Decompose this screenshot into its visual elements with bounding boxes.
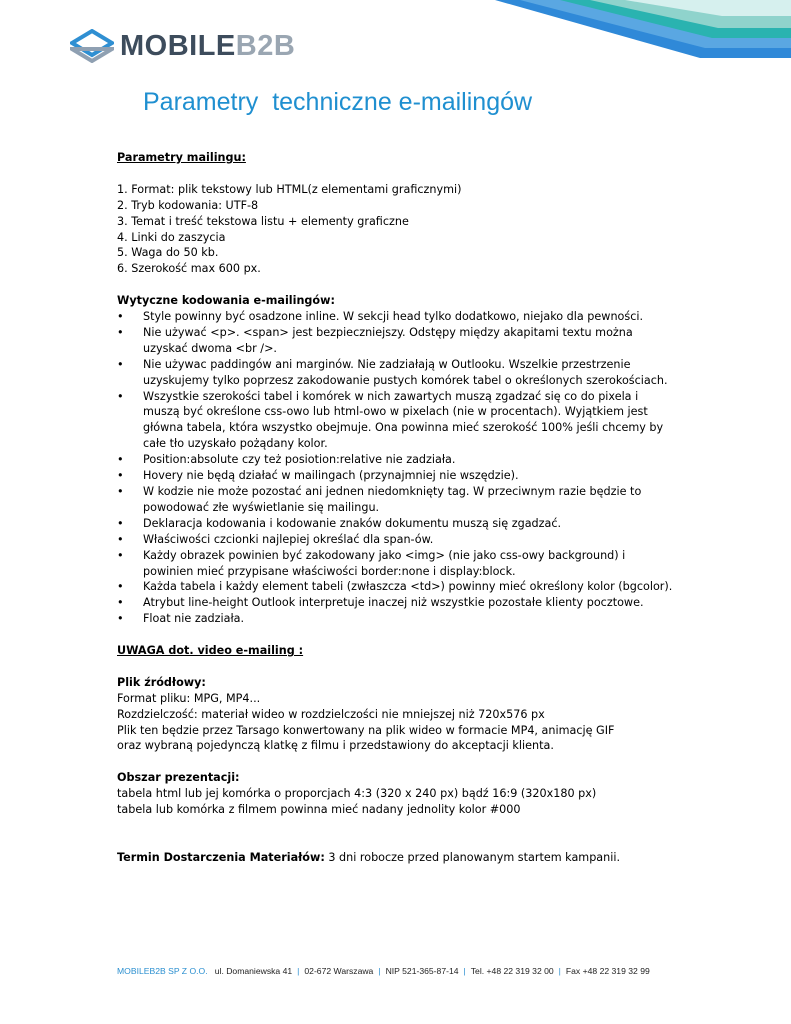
section-heading-video: UWAGA dot. video e-mailing : — [117, 644, 304, 658]
section-heading-wytyczne: Wytyczne kodowania e-mailingów: — [117, 294, 335, 308]
bullet-item: • Hovery nie będą działać w mailingach (przynajmniej nie wszędzie). — [117, 469, 519, 483]
bullet-item: • Style powinny być osadzone inline. W sekcji head tylko dodatkowo, niejako dla pewności. — [117, 310, 644, 324]
list-item: 4. Linki do zaszycia — [117, 230, 226, 244]
bullet-item: • Każda tabela i każdy element tabeli (zwłaszcza <td>) powinny mieć określony kolor (bgcolor). — [117, 580, 673, 594]
text-line: tabela html lub jej komórka o proporcjach 4:3 (320 x 240 px) bądź 16:9 (320x180 px) — [117, 787, 597, 801]
section-heading-parametry: Parametry mailingu: — [117, 151, 246, 164]
bullet-item: • Właściwości czcionki najlepiej określać dla span-ów. — [117, 532, 434, 546]
bullet-item: • Nie używać <p>. <span> jest bezpieczniejszy. Odstępy między akapitami textu można uzyskać dwoma <br />. — [117, 325, 633, 355]
bullet-item: • Atrybut line-height Outlook interpretuje inaczej niż wszystkie pozostałe klienty pocztowe. — [117, 596, 644, 610]
footer-company: MOBILEB2B SP Z O.O. — [117, 966, 208, 976]
bullet-item: • W kodzie nie może pozostać ani jednen niedomknięty tag. W przeciwnym razie będzie to powodować złe wyświetlanie się mailingu. — [117, 485, 642, 514]
page-footer: MOBILEB2B SP Z O.O. ul. Domaniewska 41 | 02-672 Warszawa | NIP 521-365-87-14 | Tel. +48 22 319 32 00 | Fax +48 22 319 32 99 — [117, 966, 650, 976]
logo-icon — [70, 29, 114, 63]
bullet-item: • Wszystkie szerokości tabel i komórek w nich zawartych muszą zgadzać się co do pixela i muszą być określone css-owo lub html-owo w pixelach (nie w procentach). Wyjątkiem jest główna tabela, która wszystko obejmuje. Ona powinna mieć szerokość 100% jeśli chcemy by całe tło uzyskało pożądany kolor. — [117, 389, 664, 451]
deadline-text: 3 dni robocze przed planowanym startem kampanii. — [324, 850, 621, 864]
logo-main: MOBILE — [120, 30, 236, 62]
bullet-item: • Nie używac paddingów ani marginów. Nie zadziałają w Outlooku. Wszelkie przestrzenie uzyskujemy tylko poprzesz zakodowanie pustych komórek tabel o określonych szerokościach. — [117, 357, 668, 387]
bullet-item: • Position:absolute czy też posiotion:relative nie zadziała. — [117, 453, 456, 467]
text-line: Format pliku: MPG, MP4... — [117, 691, 261, 705]
text-line: Plik ten będzie przez Tarsago konwertowany na plik wideo w formacie MP4, animację GIF — [117, 723, 615, 737]
list-item: 6. Szerokość max 600 px. — [117, 262, 261, 276]
bullet-item: • Każdy obrazek powinien być zakodowany jako <img> (nie jako css-owy background) i powinien mieć przypisane właściwości border:none i display:block. — [117, 548, 626, 578]
list-item: 3. Temat i treść tekstowa listu + elementy graficzne — [117, 214, 409, 228]
logo-wordmark — [120, 28, 295, 64]
text-line: oraz wybraną pojedynczą klatkę z filmu i przedstawiony do akceptacji klienta. — [117, 739, 554, 753]
logo-accent: B2B — [235, 30, 296, 62]
bullet-item: • Float nie zadziała. — [117, 612, 245, 626]
footer-address: ul. Domaniewska 41 — [214, 966, 293, 976]
footer-tel: Tel. +48 22 319 32 00 — [470, 966, 554, 976]
source-heading: Plik źródłowy: — [117, 675, 206, 689]
page-title: Parametry techniczne e-mailingów — [143, 88, 533, 116]
company-logo — [70, 28, 295, 64]
footer-city: 02-672 Warszawa — [304, 966, 374, 976]
footer-fax: Fax +48 22 319 32 99 — [565, 966, 650, 976]
deadline-label: Termin Dostarczenia Materiałów: — [117, 850, 325, 864]
footer-nip: NIP 521-365-87-14 — [385, 966, 459, 976]
text-line: tabela lub komórka z filmem powinna mieć nadany jednolity kolor #000 — [117, 803, 521, 817]
list-item: 2. Tryb kodowania: UTF-8 — [117, 198, 259, 212]
bullet-item: • Deklaracja kodowania i kodowanie znaków dokumentu muszą się zgadzać. — [117, 516, 562, 530]
text-line: Rozdzielczość: materiał wideo w rozdzielczości nie mniejszej niż 720x576 px — [117, 707, 545, 721]
list-item: 1. Format: plik tekstowy lub HTML(z elementami graficznymi) — [117, 182, 462, 196]
list-item: 5. Waga do 50 kb. — [117, 246, 219, 260]
area-heading: Obszar prezentacji: — [117, 771, 240, 785]
deadline-line — [117, 850, 677, 866]
document-body — [117, 150, 677, 866]
